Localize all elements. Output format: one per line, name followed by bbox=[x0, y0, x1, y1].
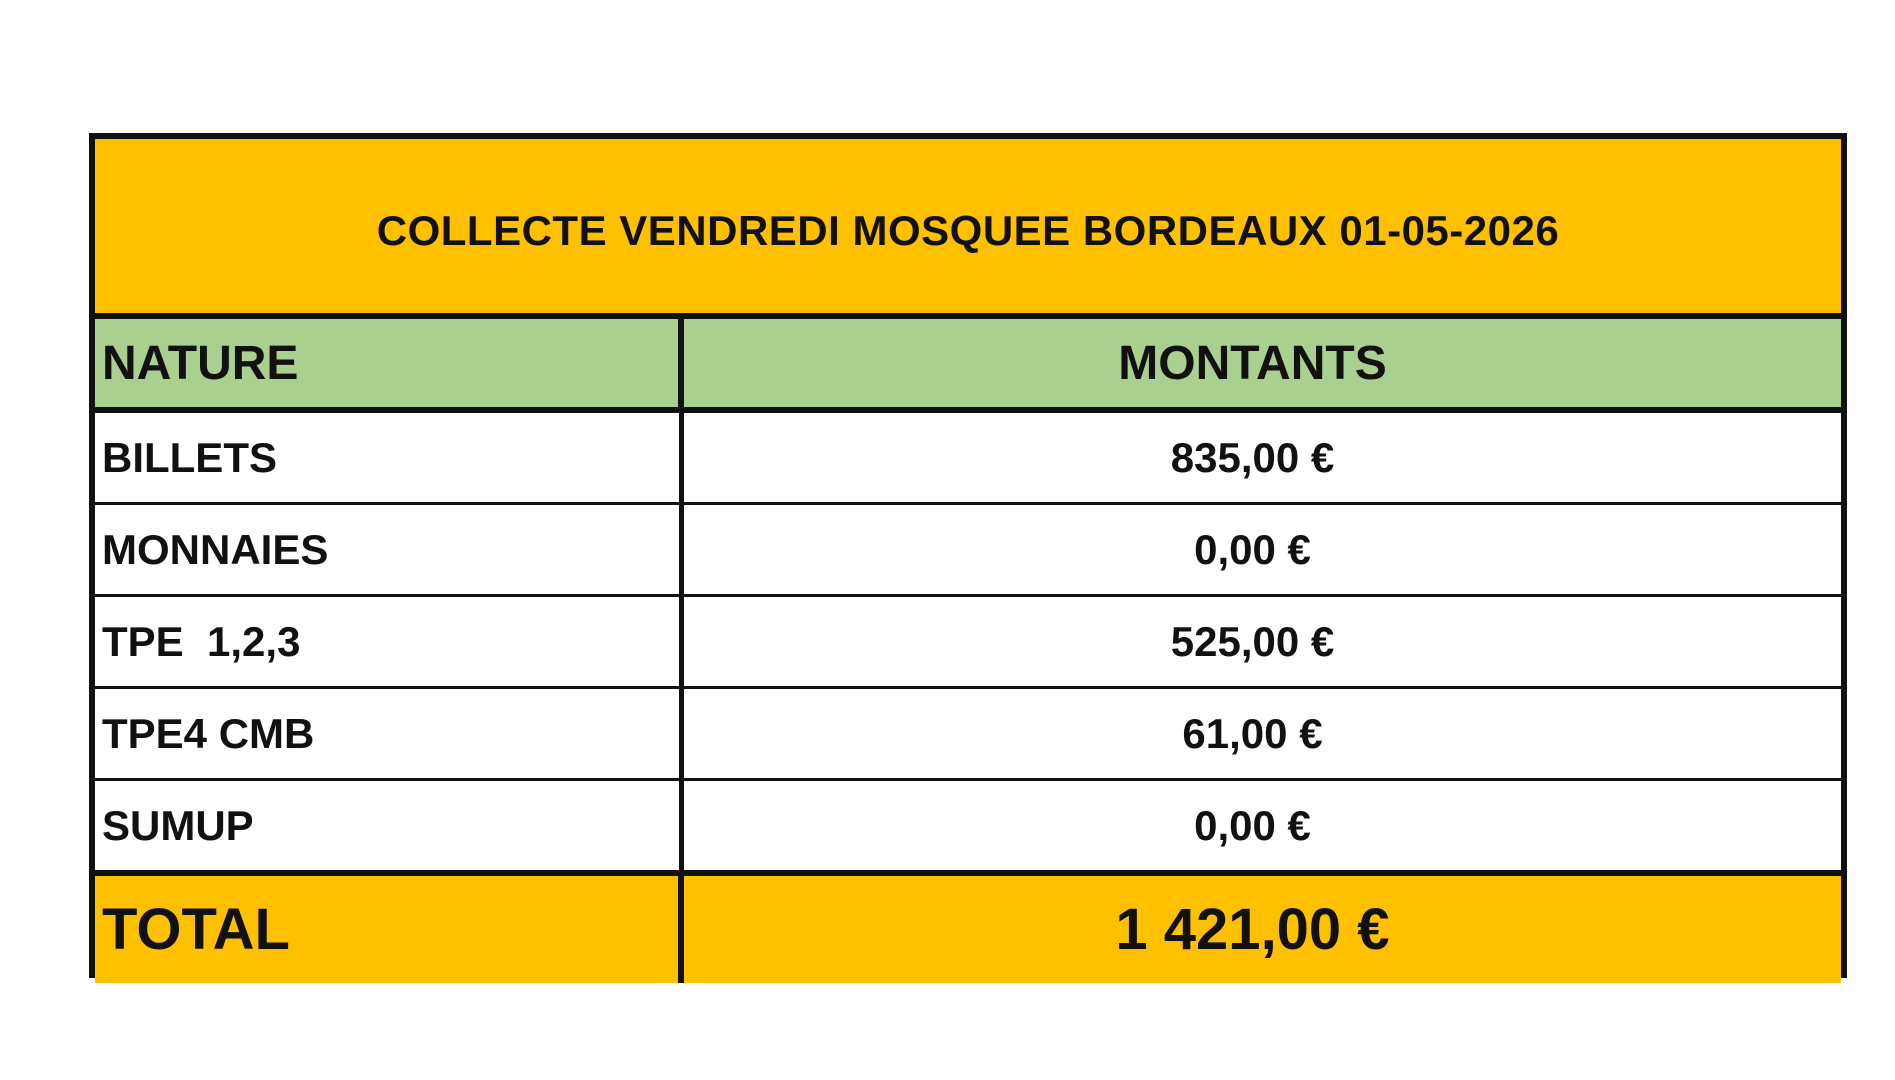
table-grid bbox=[95, 319, 1841, 983]
table-row bbox=[95, 505, 1841, 597]
row-nature-cell: SUMUP bbox=[95, 781, 684, 870]
column-header-nature: NATURE bbox=[95, 319, 684, 407]
table-title: COLLECTE VENDREDI MOSQUEE BORDEAUX 01-05-2026 bbox=[376, 207, 1560, 254]
total-amount: 1 421,00 € bbox=[1115, 897, 1390, 962]
total-label: TOTAL bbox=[95, 876, 684, 983]
row-amount-cell: 61,00 € bbox=[1182, 709, 1323, 757]
header-row bbox=[95, 319, 1841, 413]
table-row bbox=[95, 413, 1841, 505]
row-amount-cell: 0,00 € bbox=[1194, 801, 1311, 849]
table-row bbox=[95, 597, 1841, 689]
row-amount-cell: 525,00 € bbox=[1170, 617, 1335, 665]
table-row bbox=[95, 689, 1841, 781]
row-amount-cell: 835,00 € bbox=[1170, 433, 1335, 481]
row-nature-cell: MONNAIES bbox=[95, 505, 684, 594]
row-nature-cell: TPE 1,2,3 bbox=[95, 597, 684, 686]
collection-table bbox=[89, 133, 1847, 978]
row-amount-cell: 0,00 € bbox=[1194, 525, 1311, 573]
row-nature-cell: BILLETS bbox=[95, 413, 684, 502]
total-row bbox=[95, 873, 1841, 983]
column-header-montants: MONTANTS bbox=[1118, 336, 1387, 390]
title-row bbox=[95, 139, 1841, 319]
row-nature-cell: TPE4 CMB bbox=[95, 689, 684, 778]
table-row bbox=[95, 781, 1841, 873]
